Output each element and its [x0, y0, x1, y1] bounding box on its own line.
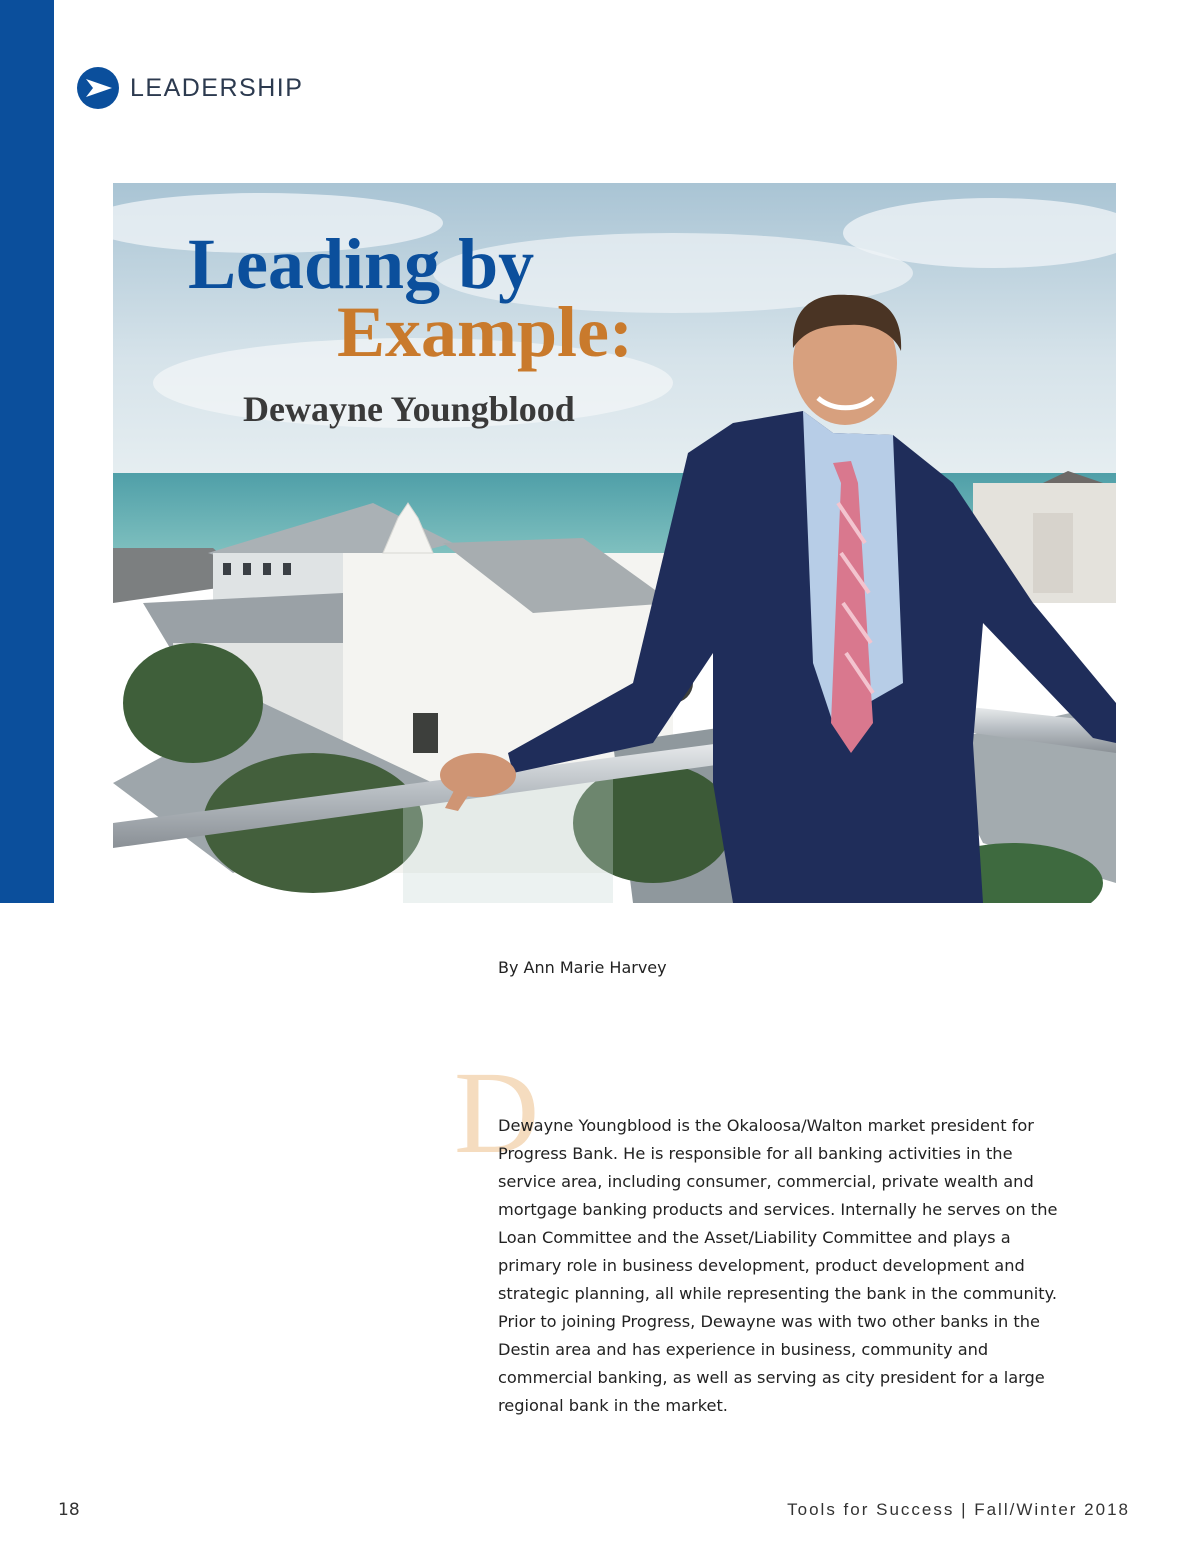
article-title-line-2: Example:	[337, 292, 633, 372]
byline: By Ann Marie Harvey	[498, 958, 667, 977]
side-color-bar	[0, 0, 54, 903]
arrow-circle-icon	[76, 66, 120, 110]
article-subtitle: Dewayne Youngblood	[243, 389, 575, 429]
drop-cap: D	[454, 1047, 540, 1178]
section-label: LEADERSHIP	[130, 73, 304, 102]
publication-footer: Tools for Success | Fall/Winter 2018	[787, 1500, 1130, 1519]
page-number: 18	[58, 1500, 80, 1520]
section-header	[76, 66, 303, 110]
article-title-line-1: Leading by	[188, 224, 535, 304]
article-body: Dewayne Youngblood is the Okaloosa/Walton market president for Progress Bank. He is responsible for all banking activities in the service area, including consumer, commercial, private wealth and mortgage banking products and services. Internally he serves on the Loan Committee and the Asset/Liability Committee and plays a primary role in business development, product development and strategic planning, all while representing the bank in the community. Prior to joining Progress, Dewayne was with two other banks in the Destin area and has experience in business, community and commercial banking, as well as serving as city president for a large regional bank in the market.	[498, 1116, 1058, 1415]
